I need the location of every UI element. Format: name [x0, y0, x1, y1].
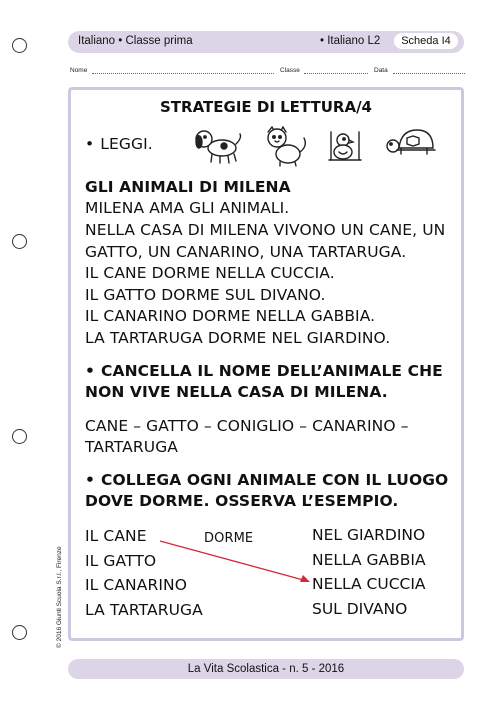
worksheet-title: STRATEGIE DI LETTURA/4 — [160, 98, 372, 116]
animal-item[interactable]: IL CANARINO — [85, 576, 187, 594]
binder-hole — [12, 234, 27, 249]
turtle-icon — [385, 126, 439, 160]
animal-item[interactable]: IL GATTO — [85, 552, 157, 570]
binder-hole — [12, 429, 27, 444]
student-info-line — [70, 67, 465, 79]
story-line: GATTO, UN CANARINO, UNA TARTARUGA. — [85, 243, 407, 261]
story-line: IL CANARINO DORME NELLA GABBIA. — [85, 307, 376, 325]
sheet-badge: Scheda I4 — [394, 33, 458, 49]
binder-hole — [12, 38, 27, 53]
example-arrow — [150, 535, 315, 587]
story-line: IL GATTO DORME SUL DIVANO. — [85, 286, 326, 304]
exercise1-words[interactable]: CANE – GATTO – CONIGLIO – CANARINO – — [85, 417, 409, 435]
story-line: NELLA CASA DI MILENA VIVONO UN CANE, UN — [85, 221, 446, 239]
footer-bar — [68, 659, 464, 679]
read-instruction-text: LEGGI. — [100, 135, 153, 153]
exercise1-instruction — [85, 361, 443, 382]
exercise1-instruction-line: NON VIVE NELLA CASA DI MILENA. — [85, 383, 388, 401]
canary-icon — [325, 126, 365, 170]
story-line: LA TARTARUGA DORME NEL GIARDINO. — [85, 329, 391, 347]
story-title: GLI ANIMALI DI MILENA — [85, 178, 291, 196]
dorme-label: DORME — [204, 531, 254, 546]
date-label: Data — [374, 67, 388, 74]
date-field[interactable] — [393, 73, 465, 74]
place-item[interactable]: NEL GIARDINO — [312, 526, 426, 544]
story-line: MILENA AMA GLI ANIMALI. — [85, 199, 290, 217]
place-item[interactable]: NELLA CUCCIA — [312, 575, 426, 593]
subject-label: Italiano • Classe prima — [78, 35, 193, 47]
level-label: • Italiano L2 — [320, 35, 381, 47]
exercise2-instruction-line: DOVE DORME. OSSERVA L’ESEMPIO. — [85, 492, 399, 510]
copyright-notice: © 2016 Giunti Scuola S.r.l., Firenze — [56, 546, 63, 648]
header-bar — [68, 31, 464, 53]
read-instruction — [85, 134, 153, 155]
animal-item[interactable]: LA TARTARUGA — [85, 601, 203, 619]
class-label: Classe — [280, 67, 300, 74]
cat-icon — [262, 126, 310, 168]
binder-hole — [12, 625, 27, 640]
name-label: Nome — [70, 67, 88, 74]
place-item[interactable]: SUL DIVANO — [312, 600, 408, 618]
story-line: IL CANE DORME NELLA CUCCIA. — [85, 264, 335, 282]
footer-text: La Vita Scolastica - n. 5 - 2016 — [187, 663, 345, 675]
place-item[interactable]: NELLA GABBIA — [312, 551, 426, 569]
class-field[interactable] — [304, 73, 368, 74]
exercise2-instruction-line: COLLEGA OGNI ANIMALE CON IL LUOGO — [101, 471, 449, 489]
animal-item[interactable]: IL CANE — [85, 527, 147, 545]
name-field[interactable] — [92, 73, 274, 74]
exercise1-words[interactable]: TARTARUGA — [85, 438, 179, 456]
exercise2-instruction — [85, 470, 448, 491]
exercise1-instruction-line: CANCELLA IL NOME DELL’ANIMALE CHE — [101, 362, 443, 380]
dog-icon — [190, 126, 246, 166]
